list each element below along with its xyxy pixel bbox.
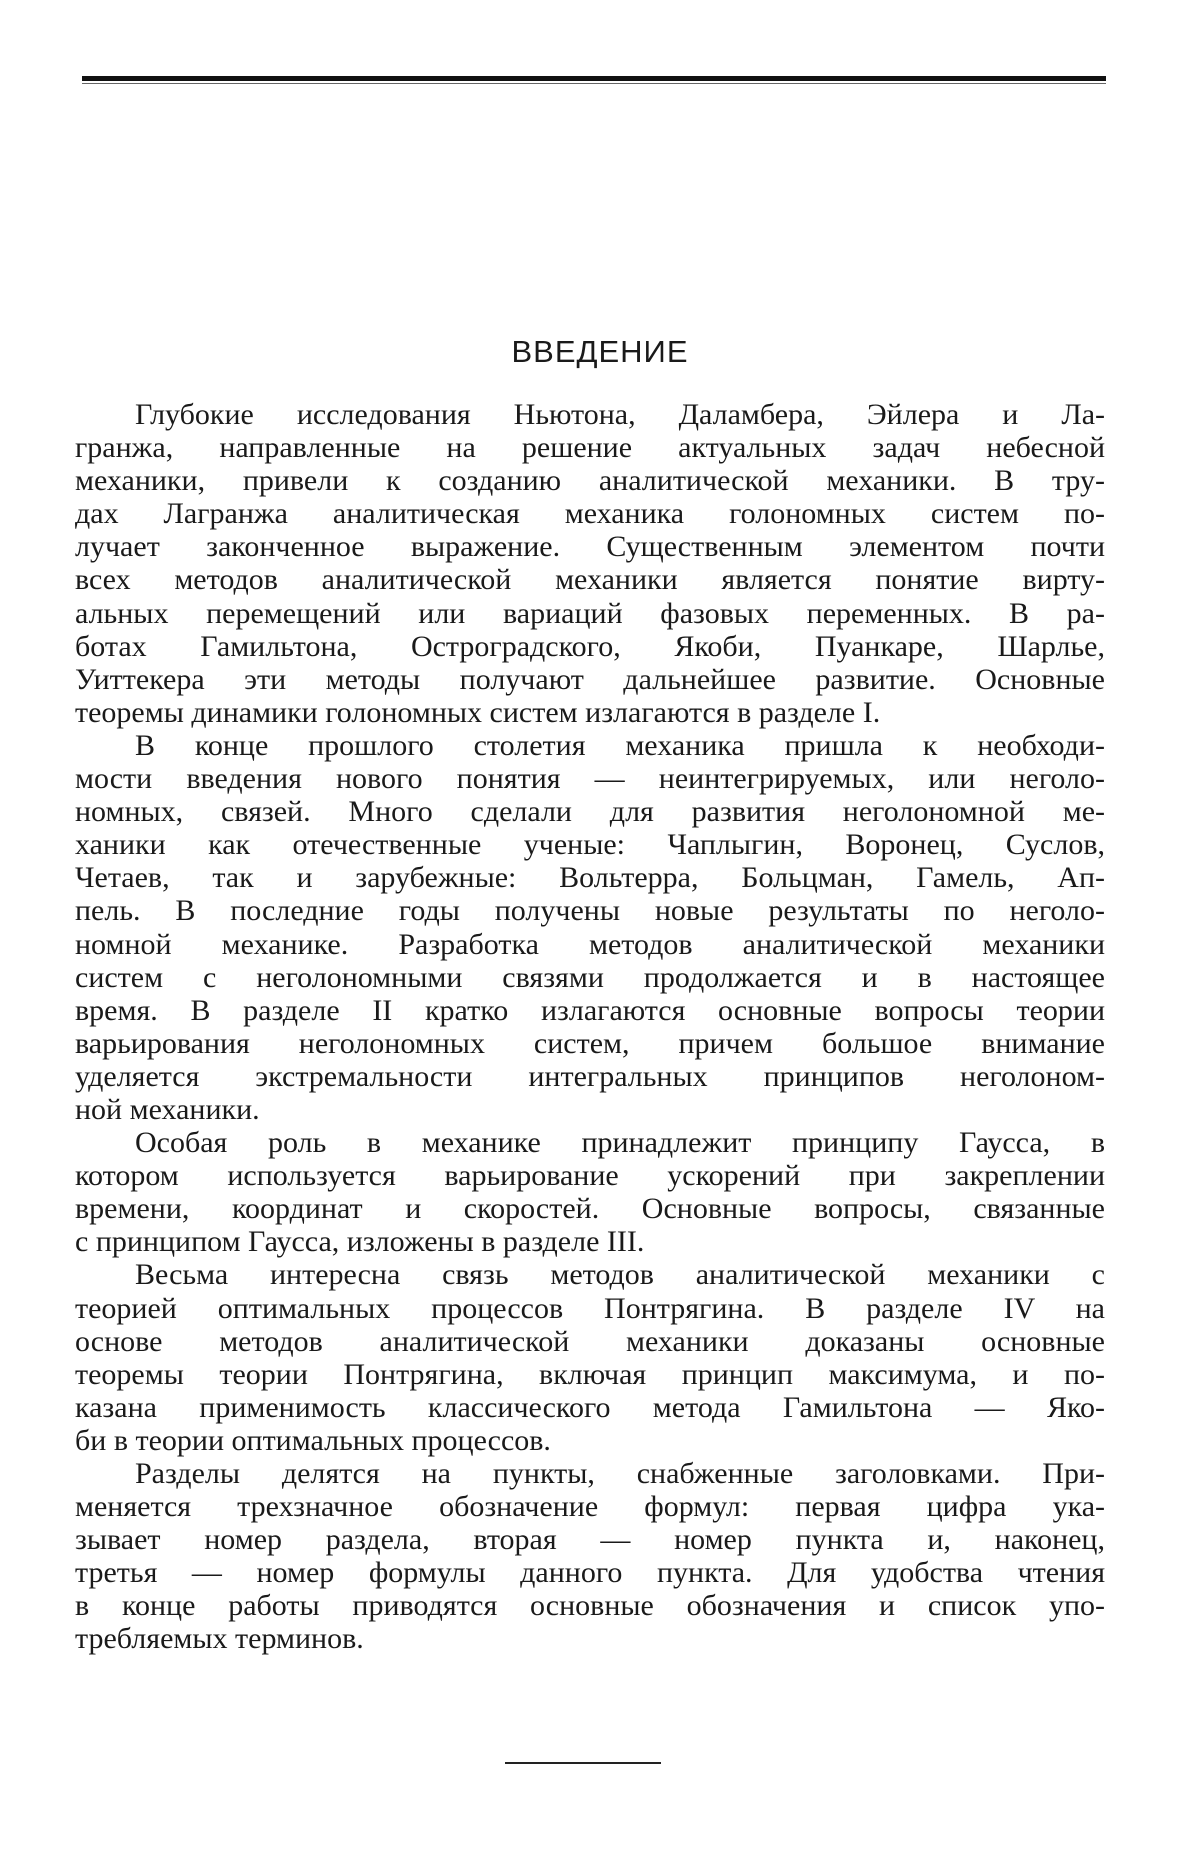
paragraph bbox=[75, 729, 1105, 1126]
text-line: зывает номер раздела, вторая — номер пункта и, наконец, bbox=[75, 1523, 1105, 1557]
text-line: Особая роль в механике принадлежит принципу Гаусса, в bbox=[135, 1126, 1105, 1160]
text-line: в конце работы приводятся основные обозначения и список упо- bbox=[75, 1589, 1105, 1623]
text-line: котором используется варьирование ускорений при закреплении bbox=[75, 1159, 1105, 1193]
header-rule-thin bbox=[82, 83, 1106, 84]
text-line: время. В разделе II кратко излагаются основные вопросы теории bbox=[75, 993, 1105, 1027]
text-line: всех методов аналитической механики является понятие вирту- bbox=[75, 563, 1105, 597]
text-line: механики, привели к созданию аналитической механики. В тру- bbox=[75, 464, 1105, 498]
paragraph bbox=[75, 1126, 1105, 1258]
text-line: основе методов аналитической механики доказаны основные bbox=[75, 1324, 1105, 1358]
text-line: би в теории оптимальных процессов. bbox=[75, 1423, 551, 1457]
text-line: альных перемещений или вариаций фазовых переменных. В ра- bbox=[75, 596, 1105, 630]
text-line: уделяется экстремальности интегральных принципов неголоном- bbox=[75, 1059, 1105, 1093]
text-line: теоремы теории Понтрягина, включая принцип максимума, и по- bbox=[75, 1357, 1105, 1391]
end-rule bbox=[505, 1762, 661, 1764]
text-line: Четаев, так и зарубежные: Вольтерра, Больцман, Гамель, Ап- bbox=[75, 861, 1105, 895]
header-rule-thick bbox=[82, 76, 1106, 81]
text-line: Глубокие исследования Ньютона, Даламбера, Эйлера и Ла- bbox=[135, 398, 1105, 431]
text-line: номных, связей. Много сделали для развития неголономной ме- bbox=[75, 795, 1105, 829]
text-line: мости введения нового понятия — неинтегрируемых, или неголо- bbox=[75, 762, 1105, 796]
paragraph bbox=[75, 1258, 1105, 1457]
text-line: ной механики. bbox=[75, 1092, 260, 1126]
text-line: лучает законченное выражение. Существенным элементом почти bbox=[75, 530, 1105, 564]
text-line: третья — номер формулы данного пункта. Для удобства чтения bbox=[75, 1556, 1105, 1590]
text-line: меняется трехзначное обозначение формул: первая цифра ука- bbox=[75, 1490, 1105, 1524]
header-rule bbox=[82, 76, 1106, 84]
text-line: систем с неголономными связями продолжается и в настоящее bbox=[75, 960, 1105, 994]
body-text bbox=[75, 398, 1105, 1656]
text-line: номной механике. Разработка методов аналитической механики bbox=[75, 927, 1105, 961]
text-line: гранжа, направленные на решение актуальных задач небесной bbox=[75, 431, 1105, 465]
paragraph bbox=[75, 1457, 1105, 1656]
text-line: Весьма интересна связь методов аналитической механики с bbox=[135, 1258, 1105, 1292]
paragraph bbox=[75, 398, 1105, 729]
text-line: требляемых терминов. bbox=[75, 1622, 364, 1656]
text-line: теоремы динамики голономных систем излагаются в разделе I. bbox=[75, 695, 881, 729]
text-line: казана применимость классического метода Гамильтона — Яко- bbox=[75, 1390, 1105, 1424]
text-line: теорией оптимальных процессов Понтрягина. В разделе IV на bbox=[75, 1291, 1105, 1325]
text-line: с принципом Гаусса, изложены в разделе III. bbox=[75, 1225, 645, 1259]
text-line: пель. В последние годы получены новые результаты по неголо- bbox=[75, 894, 1105, 928]
text-line: Разделы делятся на пункты, снабженные заголовками. При- bbox=[135, 1457, 1105, 1490]
text-line: ханики как отечественные ученые: Чаплыгин, Воронец, Суслов, bbox=[75, 828, 1105, 862]
text-line: В конце прошлого столетия механика пришла к необходи- bbox=[135, 728, 1105, 762]
text-line: варьирования неголономных систем, причем большое внимание bbox=[75, 1026, 1105, 1060]
text-line: дах Лагранжа аналитическая механика голономных систем по- bbox=[75, 497, 1105, 531]
text-line: времени, координат и скоростей. Основные вопросы, связанные bbox=[75, 1192, 1105, 1226]
page-heading: ВВЕДЕНИЕ bbox=[511, 334, 689, 369]
text-line: Уиттекера эти методы получают дальнейшее развитие. Основные bbox=[75, 662, 1105, 696]
text-line: ботах Гамильтона, Остроградского, Якоби, Пуанкаре, Шарлье, bbox=[75, 629, 1105, 663]
